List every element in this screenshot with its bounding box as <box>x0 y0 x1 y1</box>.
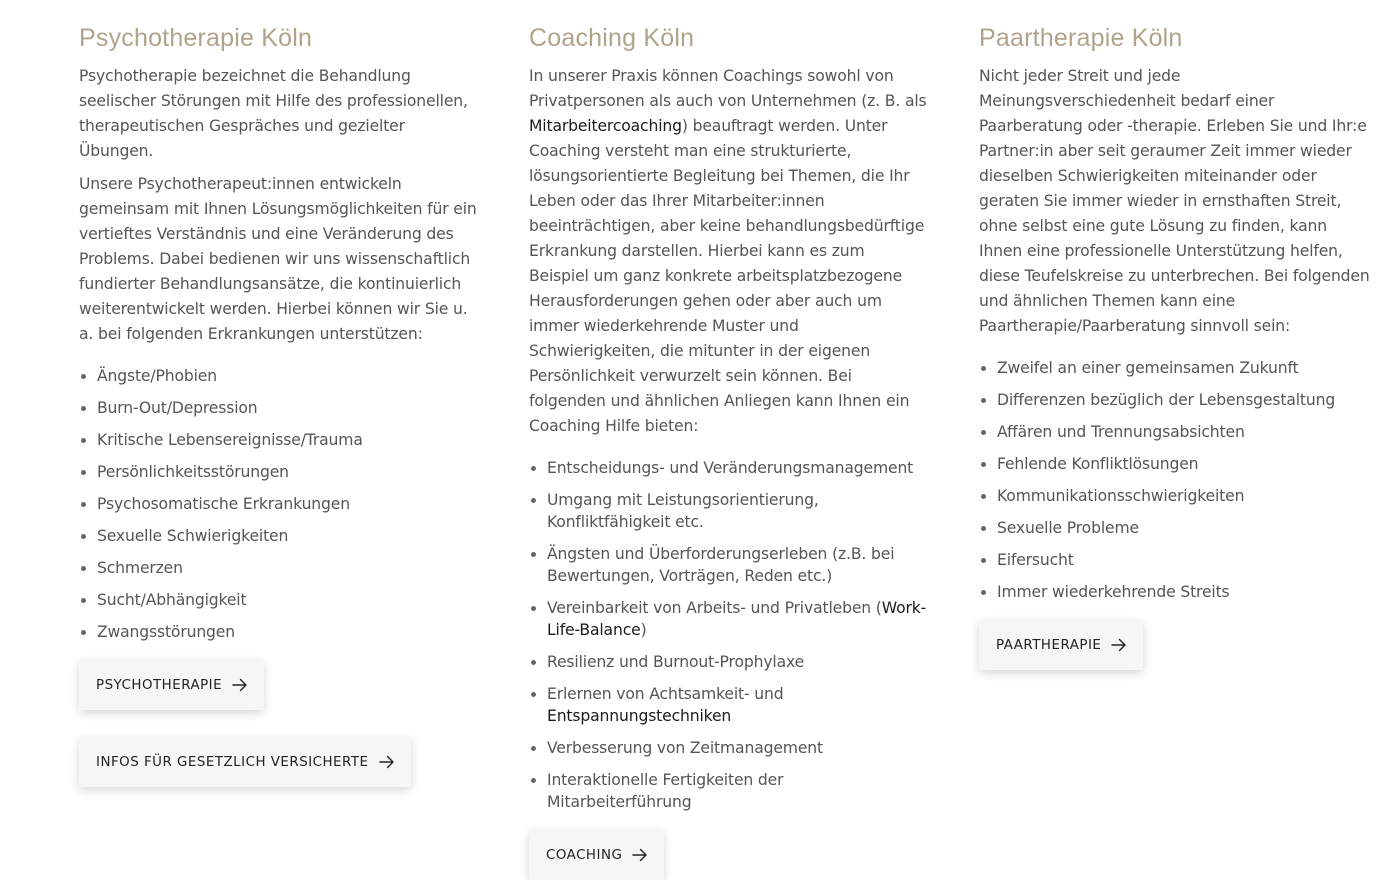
psychotherapie-title: Psychotherapie Köln <box>79 24 313 52</box>
entspannungstechniken-link[interactable]: Entspannungstechniken <box>547 707 732 725</box>
list-item: Differenzen bezüglich der Lebensgestaltung <box>979 389 1371 411</box>
coaching-section <box>529 22 929 880</box>
list-item: Fehlende Konfliktlösungen <box>979 453 1371 475</box>
arrow-right-icon <box>379 755 395 769</box>
coaching-button-row <box>529 830 929 880</box>
list-item: Zweifel an einer gemeinsamen Zukunft <box>979 357 1371 379</box>
paartherapie-button[interactable] <box>979 620 1143 670</box>
list-item: Persönlichkeitsstörungen <box>79 461 479 483</box>
list-item: Kritische Lebensereignisse/Trauma <box>79 429 479 451</box>
arrow-right-icon <box>1111 638 1127 652</box>
psychotherapie-section <box>79 22 479 787</box>
psychotherapie-button[interactable] <box>79 660 264 710</box>
list-item: Eifersucht <box>979 549 1371 571</box>
list-item: Zwangsstörungen <box>79 621 479 643</box>
paartherapie-description-text: Nicht jeder Streit und jede Meinungsverschiedenheit bedarf einer Paarberatung oder -therapie. Erleben Sie und Ihr:e Partner:in aber seit geraumer Zeit immer wieder dieselben Schwierigkeiten miteinander oder geraten Sie immer wieder in ernsthaften Streit, ohne selbst eine gute Lösung zu finden, kann Ihnen eine professionelle Unterstützung helfen, diese Teufelskreise zu unterbrechen. Bei folgenden und ähnlichen Themen kann eine Paartherapie/Paarberatung sinnvoll sein: <box>979 67 1370 335</box>
list-item: Psychosomatische Erkrankungen <box>79 493 479 515</box>
paartherapie-button-label: PAARTHERAPIE <box>996 637 1102 653</box>
list-item: Affären und Trennungsabsichten <box>979 421 1371 443</box>
list-item: Schmerzen <box>79 557 479 579</box>
coaching-button-label: COACHING <box>546 847 623 863</box>
list-item-text: Erlernen von Achtsamkeit- und <box>547 685 784 703</box>
coaching-title: Coaching Köln <box>529 24 695 52</box>
list-item: Umgang mit Leistungsorientierung, Konfliktfähigkeit etc. <box>529 489 929 533</box>
list-item: Kommunikationsschwierigkeiten <box>979 485 1371 507</box>
insurance-info-button[interactable] <box>79 737 411 787</box>
paartherapie-section <box>979 22 1371 670</box>
list-item: Sucht/Abhängigkeit <box>79 589 479 611</box>
psychotherapie-conditions-list <box>79 365 479 643</box>
list-item: Sexuelle Schwierigkeiten <box>79 525 479 547</box>
coaching-button[interactable] <box>529 830 664 880</box>
list-item: Entscheidungs- und Veränderungsmanagement <box>529 457 929 479</box>
list-item: Ängsten und Überforderungserleben (z.B. bei Bewertungen, Vorträgen, Reden etc.) <box>529 543 929 587</box>
coaching-text-part: ) beauftragt werden. Unter Coaching versteht man eine strukturierte, lösungsorientierte Begleitung bei Themen, die Ihr Leben oder das Ihrer Mitarbeiter:innen beeinträchtigen, aber keine behandlungsbedürftige Erkrankung darstellen. Hierbei kann es zum Beispiel um ganz konkrete arbeitsplatzbezogene Herausforderungen gehen oder aber auch um immer wiederkehrende Muster und Schwierigkeiten, die mitunter in der eigenen Persönlichkeit verwurzelt sein können. Bei folgenden und ähnlichen Anliegen kann Ihnen ein Coaching Hilfe bieten: <box>529 117 925 435</box>
insurance-info-button-label: INFOS FÜR GESETZLICH VERSICHERTE <box>96 754 369 770</box>
paartherapie-button-row <box>979 620 1371 670</box>
coaching-text-part: In unserer Praxis können Coachings sowohl von Privatpersonen als auch von Unternehmen (z. B. als <box>529 67 927 110</box>
list-item: Interaktionelle Fertigkeiten der Mitarbeiterführung <box>529 769 929 813</box>
psychotherapie-button-row <box>79 660 479 710</box>
psychotherapie-button-label: PSYCHOTHERAPIE <box>96 677 223 693</box>
list-item-text: ) <box>640 621 647 639</box>
coaching-description-text <box>529 64 929 439</box>
arrow-right-icon <box>232 678 248 692</box>
coaching-topics-list <box>529 457 929 813</box>
list-item-text: Vereinbarkeit von Arbeits- und Privatleben ( <box>547 599 882 617</box>
list-item: Ängste/Phobien <box>79 365 479 387</box>
mitarbeitercoaching-link[interactable]: Mitarbeitercoaching <box>529 117 682 135</box>
list-item: Immer wiederkehrende Streits <box>979 581 1371 603</box>
list-item: Verbesserung von Zeitmanagement <box>529 737 929 759</box>
insurance-info-button-row <box>79 737 479 787</box>
paartherapie-topics-list <box>979 357 1371 603</box>
arrow-right-icon <box>632 848 648 862</box>
paartherapie-title: Paartherapie Köln <box>979 24 1183 52</box>
work-life-balance-link[interactable]: Work-Life-Balance <box>547 599 927 639</box>
psychotherapie-intro-text: Psychotherapie bezeichnet die Behandlung seelischer Störungen mit Hilfe des professionellen, therapeutischen Gespräches und gezielter Übungen. <box>79 67 468 160</box>
list-item <box>529 683 929 727</box>
psychotherapie-description-text: Unsere Psychotherapeut:innen entwickeln gemeinsam mit Ihnen Lösungsmöglichkeiten für ein vertieftes Verständnis und eine Veränderung des Problems. Dabei bedienen wir uns wissenschaftlich fundierter Behandlungsansätze, die kontinuierlich weiterentwickelt werden. Hierbei können wir Sie u. a. bei folgenden Erkrankungen unterstützen: <box>79 175 477 343</box>
list-item: Sexuelle Probleme <box>979 517 1371 539</box>
list-item <box>529 597 929 641</box>
list-item: Resilienz und Burnout-Prophylaxe <box>529 651 929 673</box>
list-item: Burn-Out/Depression <box>79 397 479 419</box>
